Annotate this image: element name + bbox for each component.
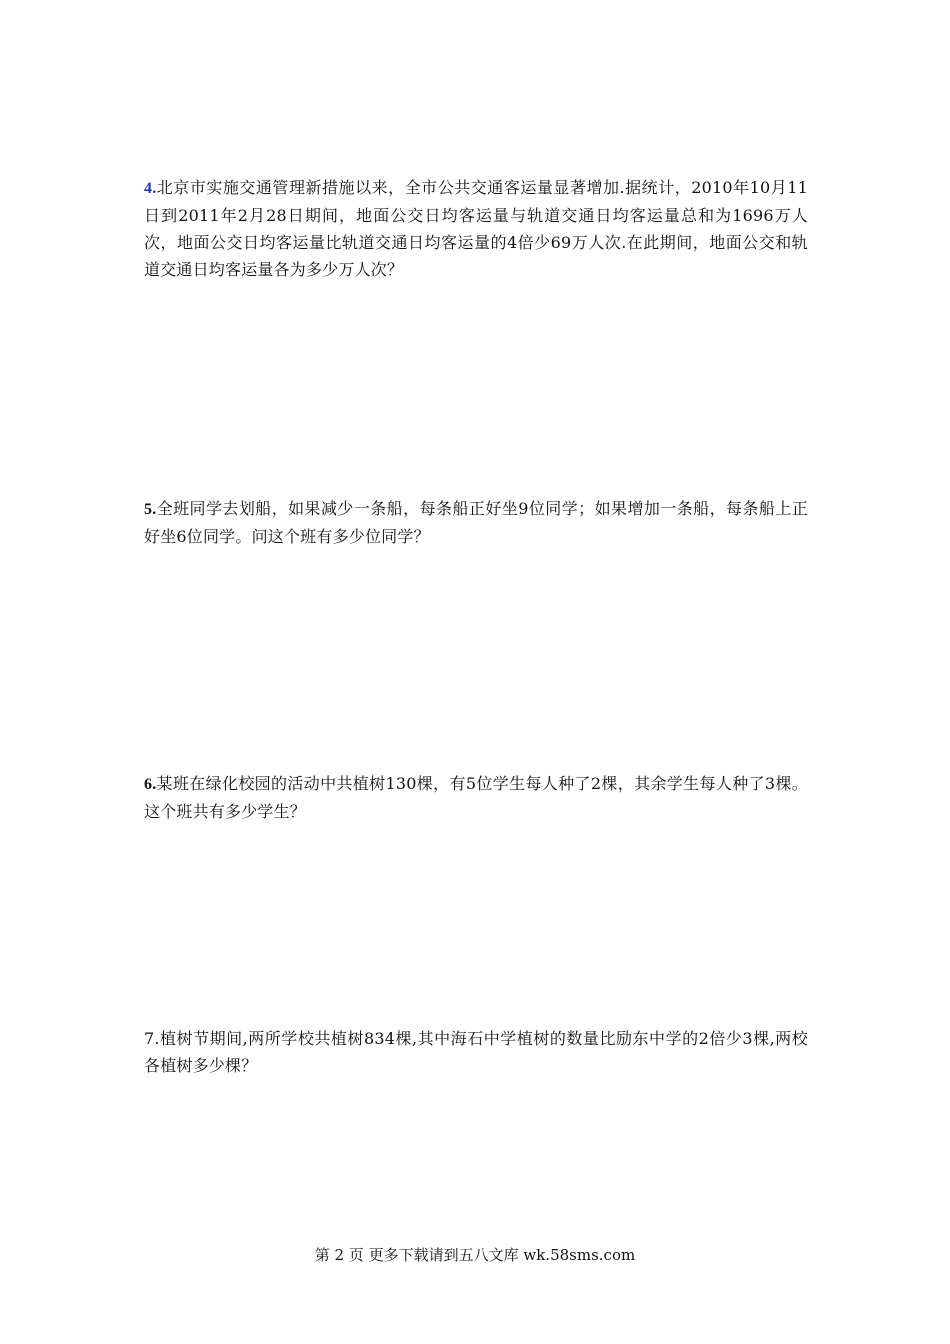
question-5-number: 5. [144,501,157,518]
question-5-text: 全班同学去划船，如果减少一条船，每条船正好坐9位同学；如果增加一条船，每条船上正好坐6位同学。问这个班有多少位同学？ [144,499,808,546]
question-5 [144,495,808,550]
question-7-text: 植树节期间,两所学校共植树834棵,其中海石中学植树的数量比励东中学的2倍少3棵,两校各植树多少棵？ [144,1029,808,1075]
question-6 [144,770,808,825]
question-7 [144,1025,808,1079]
question-7-number: 7. [144,1029,160,1048]
question-6-number: 6. [144,776,157,793]
question-6-text: 某班在绿化校园的活动中共植树130棵，有5位学生每人种了2棵，其余学生每人种了3棵。这个班共有多少学生？ [144,774,808,821]
question-4 [144,174,808,283]
question-4-text: 北京市实施交通管理新措施以来，全市公共交通客运量显著增加.据统计，2010年10月11日到2011年2月28日期间，地面公交日均客运量与轨道交通日均客运量总和为1696万人次，地面公交日均客运量比轨道交通日均客运量的4倍少69万人次.在此期间，地面公交和轨道交通日均客运量各为多少万人次？ [144,178,808,279]
page-footer [0,1245,950,1265]
footer-text: 第 2 页 更多下载请到五八文库 wk.58sms.com [314,1246,636,1264]
question-4-number: 4. [144,180,157,197]
